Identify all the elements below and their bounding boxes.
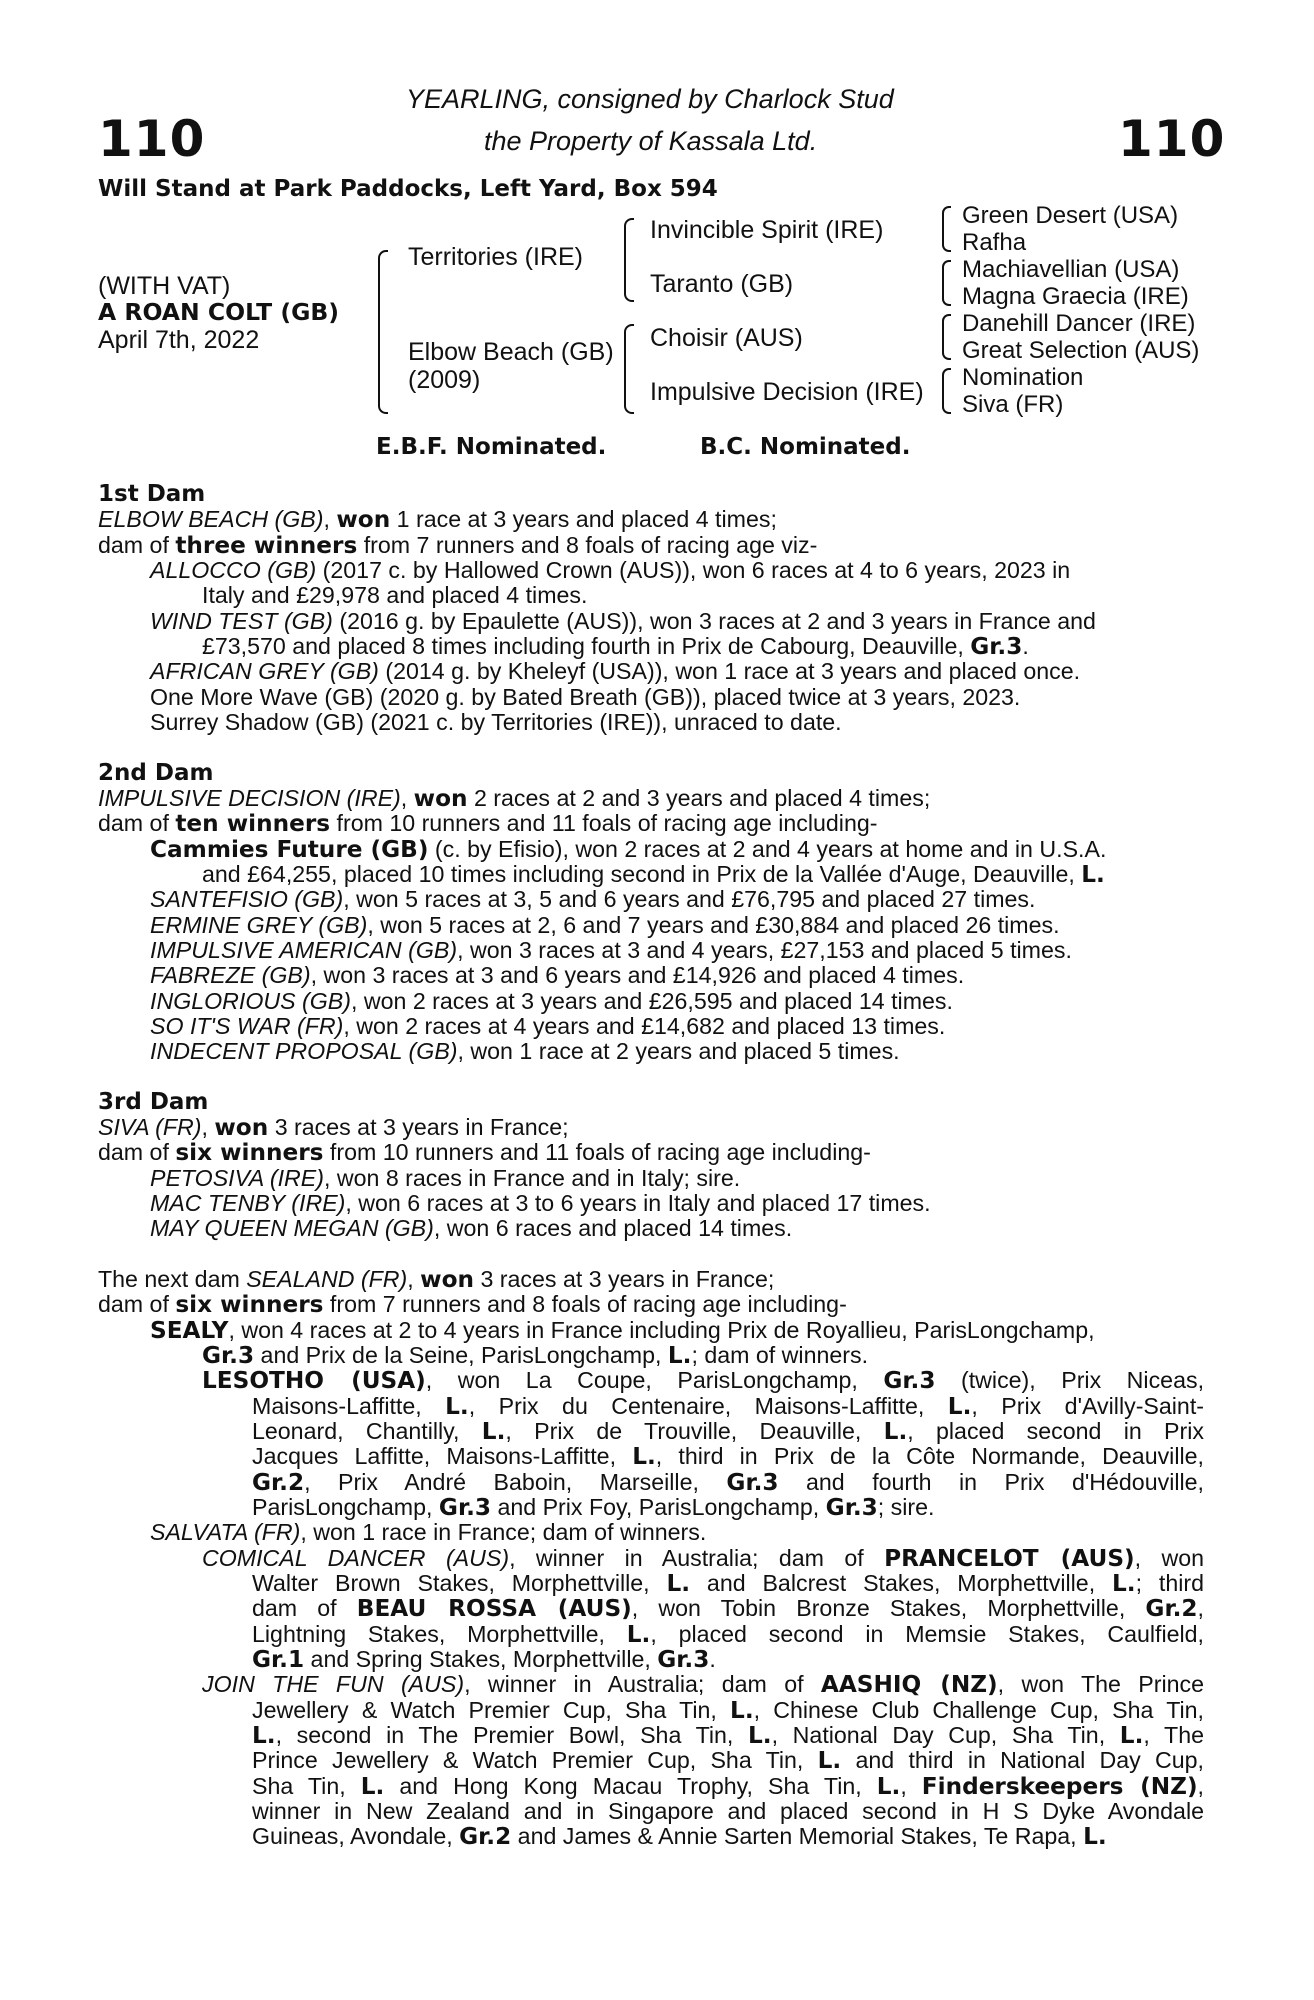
produce-inglorious: INGLORIOUS (GB), won 2 races at 3 years and £26,595 and placed 14 times. xyxy=(150,988,953,1014)
produce-lesotho: LESOTHO (USA), won La Coupe, ParisLongchamp, Gr.3 (twice), Prix Niceas, xyxy=(202,1367,1205,1394)
dam-dam-name: Impulsive Decision (IRE) xyxy=(650,378,924,406)
produce-join-the-fun-line-6: winner in New Zealand and in Singapore and placed second in H S Dyke Avondale xyxy=(252,1798,1204,1824)
produce-one-more-wave: One More Wave (GB) (2020 g. by Bated Breath (GB)), placed twice at 3 years, 2023. xyxy=(150,684,1021,710)
produce-lesotho-line-4: Jacques Laffitte, Maisons-Laffitte, L., third in Prix de la Côte Normande, Deauville, xyxy=(252,1443,1204,1470)
pedigree-main-brace xyxy=(378,250,388,414)
produce-indecent-proposal: INDECENT PROPOSAL (GB), won 1 race at 2 years and placed 5 times. xyxy=(150,1038,900,1064)
produce-comical-dancer-line-4: Lightning Stakes, Morphettville, L., placed second in Memsie Stakes, Caulfield, xyxy=(252,1621,1204,1648)
gg-8: Siva (FR) xyxy=(962,391,1064,418)
produce-wind-test-cont: £73,570 and placed 8 times including fourth in Prix de Cabourg, Deauville, Gr.3. xyxy=(202,633,1029,660)
next-dam-line-2: dam of six winners from 7 runners and 8 foals of racing age including- xyxy=(98,1291,847,1318)
produce-join-the-fun-line-3: L., second in The Premier Bowl, Sha Tin, L., National Day Cup, Sha Tin, L., The xyxy=(252,1722,1205,1749)
produce-join-the-fun: JOIN THE FUN (AUS), winner in Australia; dam of AASHIQ (NZ), won The Prince xyxy=(202,1671,1204,1698)
produce-petosiva: PETOSIVA (IRE), won 8 races in France and in Italy; sire. xyxy=(150,1165,741,1191)
produce-african-grey: AFRICAN GREY (GB) (2014 g. by Kheleyf (USA)), won 1 race at 3 years and placed once. xyxy=(150,658,1081,684)
first-dam-line-2: dam of three winners from 7 runners and 8 foals of racing age viz- xyxy=(98,532,818,559)
produce-cammies-future: Cammies Future (GB) (c. by Efisio), won 2 races at 2 and 4 years at home and in U.S.A. xyxy=(150,836,1107,863)
produce-lesotho-line-6: ParisLongchamp, Gr.3 and Prix Foy, ParisLongchamp, Gr.3; sire. xyxy=(252,1494,935,1521)
foaling-date: April 7th, 2022 xyxy=(98,326,260,354)
gg-brace-1 xyxy=(942,206,951,252)
gg-2: Rafha xyxy=(962,229,1027,256)
produce-allocco: ALLOCCO (GB) (2017 c. by Hallowed Crown (AUS)), won 6 races at 4 to 6 years, 2023 in xyxy=(150,557,1071,583)
catalogue-body xyxy=(98,482,1204,1862)
third-dam-heading: 3rd Dam xyxy=(98,1089,209,1115)
dam-year: (2009) xyxy=(408,366,481,394)
gg-3: Machiavellian (USA) xyxy=(962,256,1180,283)
produce-ermine-grey: ERMINE GREY (GB), won 5 races at 2, 6 and 7 years and £30,884 and placed 26 times. xyxy=(150,912,1060,938)
produce-comical-dancer-line-5: Gr.1 and Spring Stakes, Morphettville, Gr.3. xyxy=(252,1646,716,1673)
produce-fabreze: FABREZE (GB), won 3 races at 3 and 6 years and £14,926 and placed 4 times. xyxy=(150,962,965,988)
produce-lesotho-line-3: Leonard, Chantilly, L., Prix de Trouville, Deauville, L., placed second in Prix xyxy=(252,1418,1204,1445)
produce-comical-dancer: COMICAL DANCER (AUS), winner in Australia; dam of PRANCELOT (AUS), won xyxy=(202,1545,1205,1572)
gg-7: Nomination xyxy=(962,364,1084,391)
gg-brace-4 xyxy=(942,368,951,414)
sire-brace xyxy=(624,218,634,302)
bc-nominated: B.C. Nominated. xyxy=(700,434,911,460)
produce-may-queen-megan: MAY QUEEN MEGAN (GB), won 6 races and placed 14 times. xyxy=(150,1215,793,1241)
horse-name: A ROAN COLT (GB) xyxy=(98,298,340,326)
produce-comical-dancer-line-2: Walter Brown Stakes, Morphettville, L. and Balcrest Stakes, Morphettville, L.; third xyxy=(252,1570,1204,1597)
produce-mac-tenby: MAC TENBY (IRE), won 6 races at 3 to 6 years in Italy and placed 17 times. xyxy=(150,1190,931,1216)
produce-santefisio: SANTEFISIO (GB), won 5 races at 3, 5 and 6 years and £76,795 and placed 27 times. xyxy=(150,886,1036,912)
dam-name: Elbow Beach (GB) xyxy=(408,338,614,366)
stand-location: Will Stand at Park Paddocks, Left Yard, Box 594 xyxy=(98,176,718,202)
vat-note: (WITH VAT) xyxy=(98,272,231,300)
next-dam-line-1: The next dam SEALAND (FR), won 3 races at 3 years in France; xyxy=(98,1266,775,1293)
produce-salvata: SALVATA (FR), won 1 race in France; dam of winners. xyxy=(150,1519,707,1545)
first-dam-line-1: ELBOW BEACH (GB), won 1 race at 3 years and placed 4 times; xyxy=(98,506,777,533)
gg-brace-2 xyxy=(942,260,951,306)
first-dam-heading: 1st Dam xyxy=(98,481,206,507)
gg-6: Great Selection (AUS) xyxy=(962,337,1200,364)
produce-comical-dancer-line-3: dam of BEAU ROSSA (AUS), won Tobin Bronze Stakes, Morphettville, Gr.2, xyxy=(252,1595,1204,1622)
gg-5: Danehill Dancer (IRE) xyxy=(962,310,1196,337)
second-dam-heading: 2nd Dam xyxy=(98,760,214,786)
produce-sealy-cont: Gr.3 and Prix de la Seine, ParisLongchamp, L.; dam of winners. xyxy=(202,1342,869,1369)
consignment-line: YEARLING, consigned by Charlock Stud xyxy=(406,84,894,114)
produce-join-the-fun-line-7: Guineas, Avondale, Gr.2 and James & Annie Sarten Memorial Stakes, Te Rapa, L. xyxy=(252,1823,1107,1850)
produce-join-the-fun-line-4: Prince Jewellery & Watch Premier Cup, Sha Tin, L. and third in National Day Cup, xyxy=(252,1747,1204,1774)
produce-allocco-cont: Italy and £29,978 and placed 4 times. xyxy=(202,582,588,608)
produce-surrey-shadow: Surrey Shadow (GB) (2021 c. by Territories (IRE)), unraced to date. xyxy=(150,709,842,735)
produce-lesotho-line-5: Gr.2, Prix André Baboin, Marseille, Gr.3 and fourth in Prix d'Hédouville, xyxy=(252,1469,1204,1496)
dam-brace xyxy=(624,324,634,414)
produce-wind-test: WIND TEST (GB) (2016 g. by Epaulette (AUS)), won 3 races at 2 and 3 years in France and xyxy=(150,608,1096,634)
dam-sire-name: Choisir (AUS) xyxy=(650,324,803,352)
lot-number-right: 110 xyxy=(1118,110,1226,168)
sire-dam-name: Taranto (GB) xyxy=(650,270,794,298)
produce-sealy: SEALY, won 4 races at 2 to 4 years in France including Prix de Royallieu, ParisLongchamp, xyxy=(150,1317,1095,1344)
sire-sire-name: Invincible Spirit (IRE) xyxy=(650,216,884,244)
ebf-nominated: E.B.F. Nominated. xyxy=(376,434,607,460)
third-dam-line-1: SIVA (FR), won 3 races at 3 years in France; xyxy=(98,1114,569,1141)
produce-impulsive-american: IMPULSIVE AMERICAN (GB), won 3 races at 3 and 4 years, £27,153 and placed 5 times. xyxy=(150,937,1072,963)
second-dam-line-2: dam of ten winners from 10 runners and 11 foals of racing age including- xyxy=(98,810,878,837)
sire-name: Territories (IRE) xyxy=(408,243,584,271)
produce-cammies-future-cont: and £64,255, placed 10 times including second in Prix de la Vallée d'Auge, Deauville, L. xyxy=(202,861,1105,888)
produce-join-the-fun-line-2: Jewellery & Watch Premier Cup, Sha Tin, L., Chinese Club Challenge Cup, Sha Tin, xyxy=(252,1697,1204,1724)
produce-so-its-war: SO IT'S WAR (FR), won 2 races at 4 years and £14,682 and placed 13 times. xyxy=(150,1013,946,1039)
produce-join-the-fun-line-5: Sha Tin, L. and Hong Kong Macau Trophy, Sha Tin, L., Finderskeepers (NZ), xyxy=(252,1773,1204,1800)
property-line: the Property of Kassala Ltd. xyxy=(484,126,818,156)
gg-brace-3 xyxy=(942,314,951,360)
gg-4: Magna Graecia (IRE) xyxy=(962,283,1189,310)
produce-lesotho-line-2: Maisons-Laffitte, L., Prix du Centenaire, Maisons-Laffitte, L., Prix d'Avilly-Saint- xyxy=(252,1393,1204,1420)
lot-number-left: 110 xyxy=(98,110,206,168)
second-dam-line-1: IMPULSIVE DECISION (IRE), won 2 races at 2 and 3 years and placed 4 times; xyxy=(98,785,931,812)
gg-1: Green Desert (USA) xyxy=(962,202,1179,229)
third-dam-line-2: dam of six winners from 10 runners and 11 foals of racing age including- xyxy=(98,1139,871,1166)
